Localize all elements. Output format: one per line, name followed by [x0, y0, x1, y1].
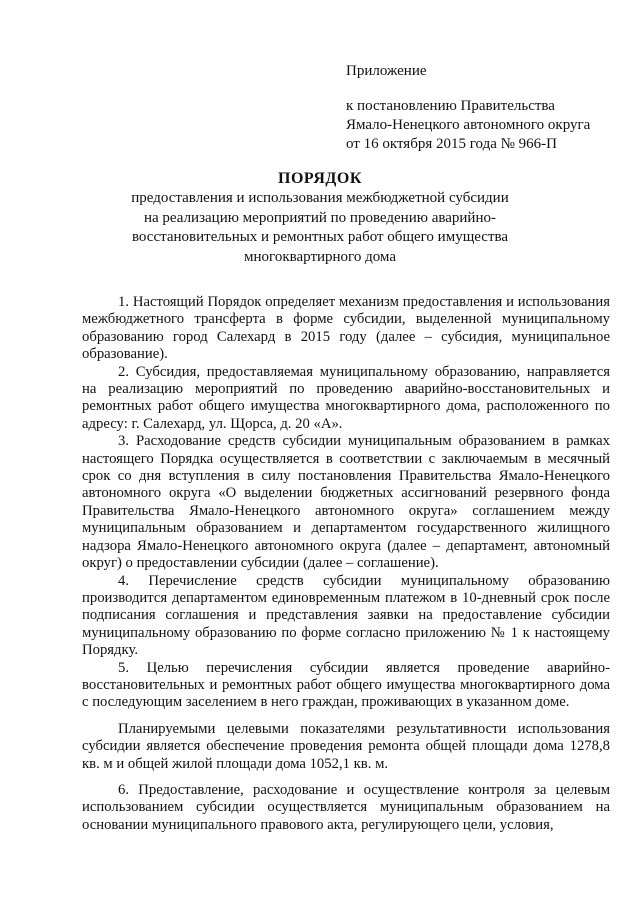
appendix-block: [346, 62, 636, 154]
document-subtitle: [0, 189, 640, 267]
document-title: ПОРЯДОК: [278, 170, 362, 187]
paragraph-1: 1. Настоящий Порядок определяет механизм предоставления и использования межбюджетного трансферта в форме субсидии, выделенной муниципальному образованию город Салехард в 2015 году (далее – субсидия, муниципальное образование).: [82, 294, 610, 363]
appendix-label: Приложение: [346, 63, 427, 79]
paragraph-5-targets: Планируемыми целевыми показателями результативности использования субсидии является обеспечение проведения ремонта общей площади дома 1278,8 кв. м и общей жилой площади дома 1052,1 кв. м.: [82, 720, 610, 772]
subtitle-line: многоквартирного дома: [244, 248, 396, 265]
appendix-date-number: от 16 октября 2015 года № 966-П: [346, 136, 558, 152]
paragraph-4: 4. Перечисление средств субсидии муниципальному образованию производится департаментом единовременным платежом в 10-дневный срок после подписания соглашения и представления заявки на предоставление субсидии муниципальному образованию по форме согласно приложению № 1 к настоящему Порядку.: [82, 572, 610, 659]
paragraph-5: 5. Целью перечисления субсидии является проведение аварийно-восстановительных и ремонтных работ общего имущества многоквартирного дома с последующим заселением в него граждан, проживающих в указанном доме.: [82, 659, 610, 711]
paragraph-3: 3. Расходование средств субсидии муниципальным образованием в рамках настоящего Порядка осуществляется в соответствии с заключаемым в месячный срок со дня вступления в силу постановления Правительства Ямало-Ненецкого автономного округа «О выделении бюджетных ассигнований резервного фонда Правительства Ямало-Ненецкого автономного округа» соглашением между муниципальным образованием и департаментом государственного жилищного надзора Ямало-Ненецкого автономного округа (далее – департамент, автономный округ) о предоставлении субсидии (далее – соглашение).: [82, 433, 610, 572]
subtitle-line: предоставления и использования межбюджетной субсидии: [131, 190, 509, 206]
appendix-resolution: к постановлению Правительства: [346, 98, 555, 114]
document-body: [82, 294, 610, 834]
appendix-gap: [346, 81, 636, 97]
appendix-region: Ямало-Ненецкого автономного округа: [346, 117, 591, 133]
subtitle-line: на реализацию мероприятий по проведению аварийно-: [144, 209, 496, 226]
paragraph-6: 6. Предоставление, расходование и осуществление контроля за целевым использованием субсидии осуществляется муниципальным образованием на основании муниципального правового акта, регулирующего цели, условия,: [82, 781, 610, 833]
paragraph-2: 2. Субсидия, предоставляемая муниципальному образованию, направляется на реализацию мероприятий по проведению аварийно-восстановительных и ремонтных работ общего имущества многоквартирного дома, расположенного по адресу: г. Салехард, ул. Щорса, д. 20 «А».: [82, 363, 610, 432]
subtitle-line: восстановительных и ремонтных работ общего имущества: [131, 229, 509, 245]
